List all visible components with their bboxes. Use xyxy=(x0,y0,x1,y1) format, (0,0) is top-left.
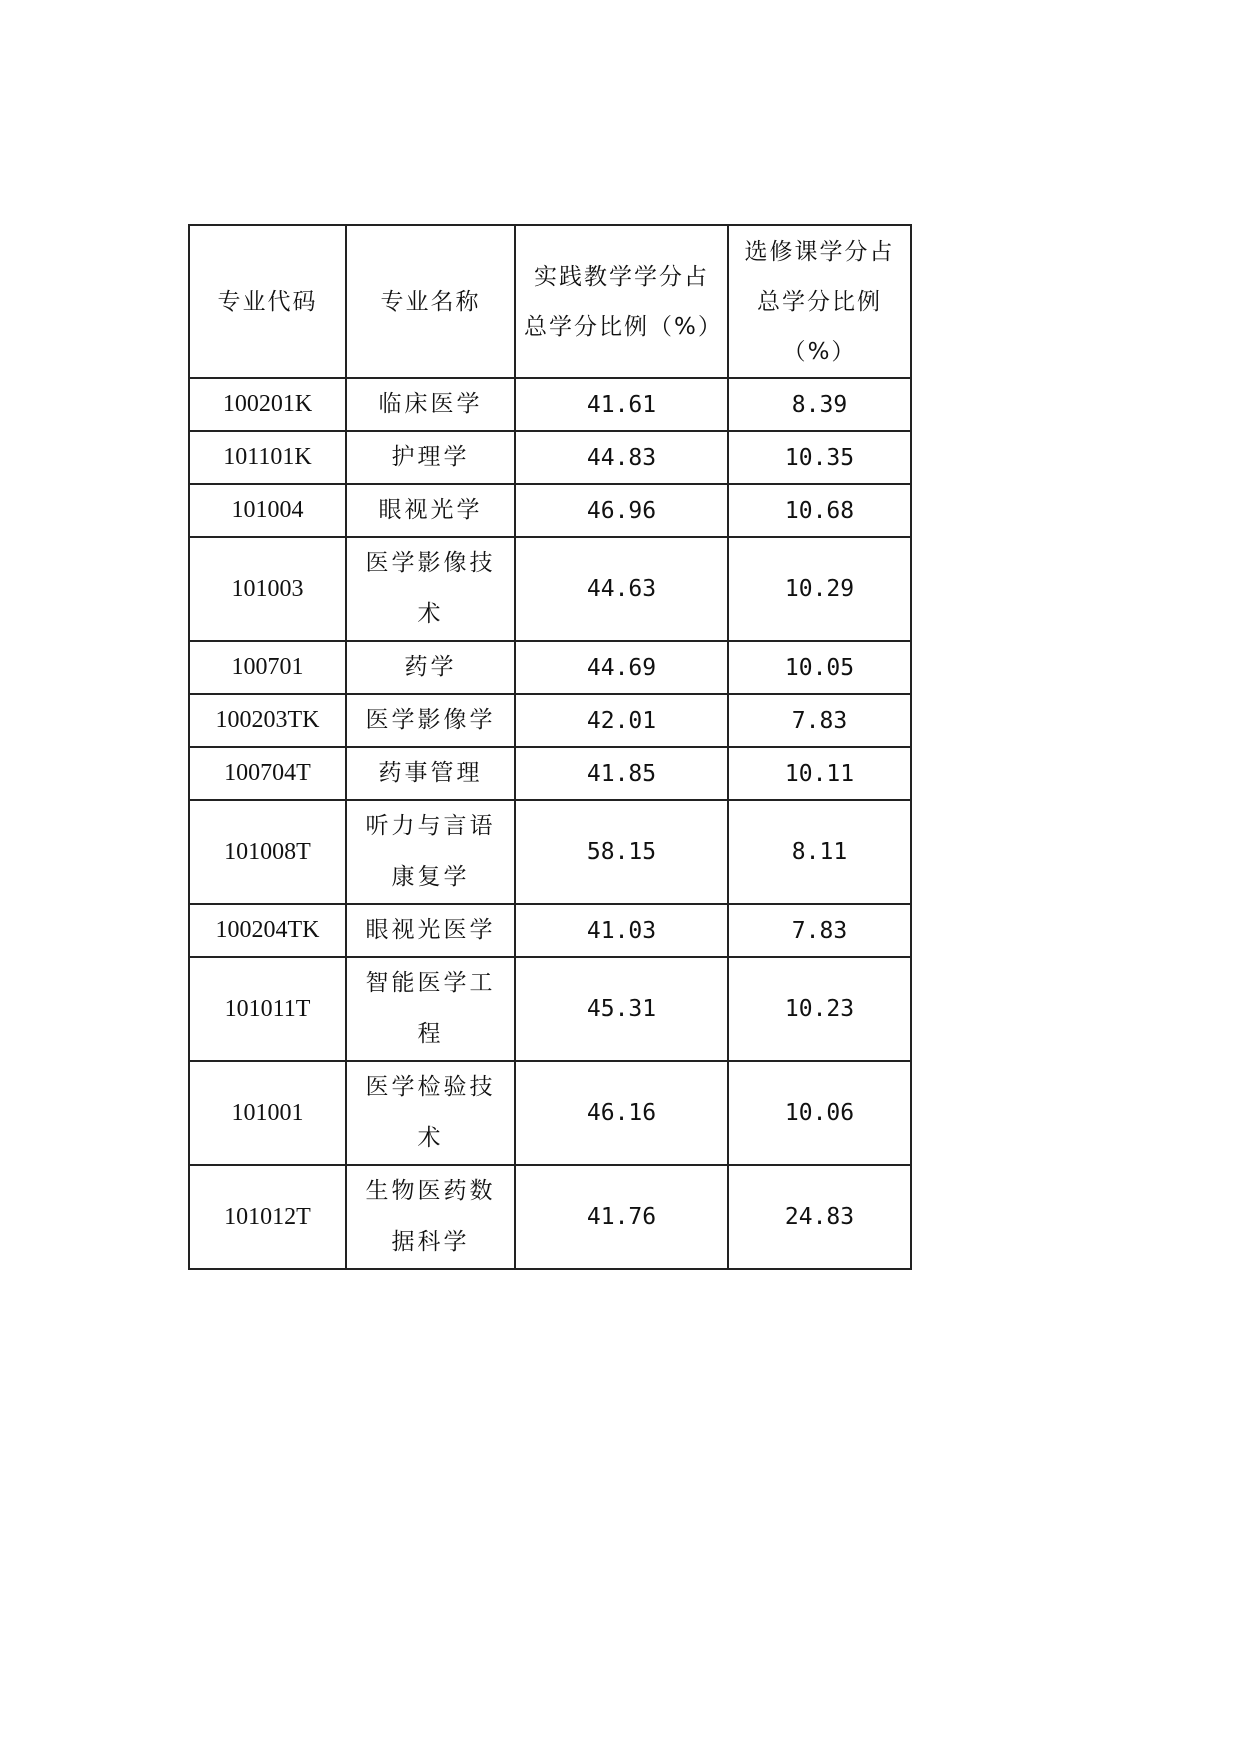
major-name-cell: 眼视光学 xyxy=(346,484,515,537)
table-row xyxy=(189,904,911,957)
header-major-code: 专业代码 xyxy=(189,225,346,378)
table-row xyxy=(189,484,911,537)
table-header-row xyxy=(189,225,911,378)
elective-credit-ratio-cell: 7.83 xyxy=(728,694,911,747)
table-row xyxy=(189,1061,911,1165)
table-row xyxy=(189,747,911,800)
major-code-cell: 101011T xyxy=(189,957,346,1061)
major-code-cell: 101003 xyxy=(189,537,346,641)
major-name-cell: 生物医药数据科学 xyxy=(346,1165,515,1269)
practice-credit-ratio-cell: 58.15 xyxy=(515,800,728,904)
practice-credit-ratio-cell: 44.63 xyxy=(515,537,728,641)
table-body xyxy=(189,378,911,1269)
elective-credit-ratio-cell: 10.29 xyxy=(728,537,911,641)
elective-credit-ratio-cell: 10.11 xyxy=(728,747,911,800)
table-row xyxy=(189,537,911,641)
major-code-cell: 101008T xyxy=(189,800,346,904)
major-name-cell: 药学 xyxy=(346,641,515,694)
major-name-cell: 药事管理 xyxy=(346,747,515,800)
major-name-cell: 临床医学 xyxy=(346,378,515,431)
practice-credit-ratio-cell: 44.83 xyxy=(515,431,728,484)
elective-credit-ratio-cell: 10.68 xyxy=(728,484,911,537)
practice-credit-ratio-cell: 41.85 xyxy=(515,747,728,800)
practice-credit-ratio-cell: 46.96 xyxy=(515,484,728,537)
elective-credit-ratio-cell: 7.83 xyxy=(728,904,911,957)
table-row xyxy=(189,694,911,747)
major-code-cell: 101004 xyxy=(189,484,346,537)
major-code-cell: 100203TK xyxy=(189,694,346,747)
elective-credit-ratio-cell: 24.83 xyxy=(728,1165,911,1269)
table-row xyxy=(189,1165,911,1269)
major-code-cell: 100701 xyxy=(189,641,346,694)
major-code-cell: 101001 xyxy=(189,1061,346,1165)
major-credit-ratio-table xyxy=(188,224,912,1270)
major-code-cell: 100204TK xyxy=(189,904,346,957)
major-name-cell: 智能医学工程 xyxy=(346,957,515,1061)
table-row xyxy=(189,431,911,484)
header-practice-credit-ratio: 实践教学学分占总学分比例（%） xyxy=(515,225,728,378)
major-name-cell: 医学检验技术 xyxy=(346,1061,515,1165)
major-code-cell: 100704T xyxy=(189,747,346,800)
major-name-cell: 医学影像技术 xyxy=(346,537,515,641)
major-name-cell: 眼视光医学 xyxy=(346,904,515,957)
major-name-cell: 医学影像学 xyxy=(346,694,515,747)
elective-credit-ratio-cell: 10.23 xyxy=(728,957,911,1061)
practice-credit-ratio-cell: 41.76 xyxy=(515,1165,728,1269)
table-row xyxy=(189,957,911,1061)
elective-credit-ratio-cell: 8.39 xyxy=(728,378,911,431)
elective-credit-ratio-cell: 8.11 xyxy=(728,800,911,904)
header-elective-credit-ratio: 选修课学分占总学分比例（%） xyxy=(728,225,911,378)
major-name-cell: 护理学 xyxy=(346,431,515,484)
practice-credit-ratio-cell: 41.61 xyxy=(515,378,728,431)
elective-credit-ratio-cell: 10.35 xyxy=(728,431,911,484)
practice-credit-ratio-cell: 45.31 xyxy=(515,957,728,1061)
table-row xyxy=(189,378,911,431)
elective-credit-ratio-cell: 10.06 xyxy=(728,1061,911,1165)
practice-credit-ratio-cell: 46.16 xyxy=(515,1061,728,1165)
major-code-cell: 101101K xyxy=(189,431,346,484)
table-row xyxy=(189,800,911,904)
major-code-cell: 101012T xyxy=(189,1165,346,1269)
practice-credit-ratio-cell: 44.69 xyxy=(515,641,728,694)
table-row xyxy=(189,641,911,694)
practice-credit-ratio-cell: 42.01 xyxy=(515,694,728,747)
elective-credit-ratio-cell: 10.05 xyxy=(728,641,911,694)
header-major-name: 专业名称 xyxy=(346,225,515,378)
major-code-cell: 100201K xyxy=(189,378,346,431)
practice-credit-ratio-cell: 41.03 xyxy=(515,904,728,957)
major-name-cell: 听力与言语康复学 xyxy=(346,800,515,904)
